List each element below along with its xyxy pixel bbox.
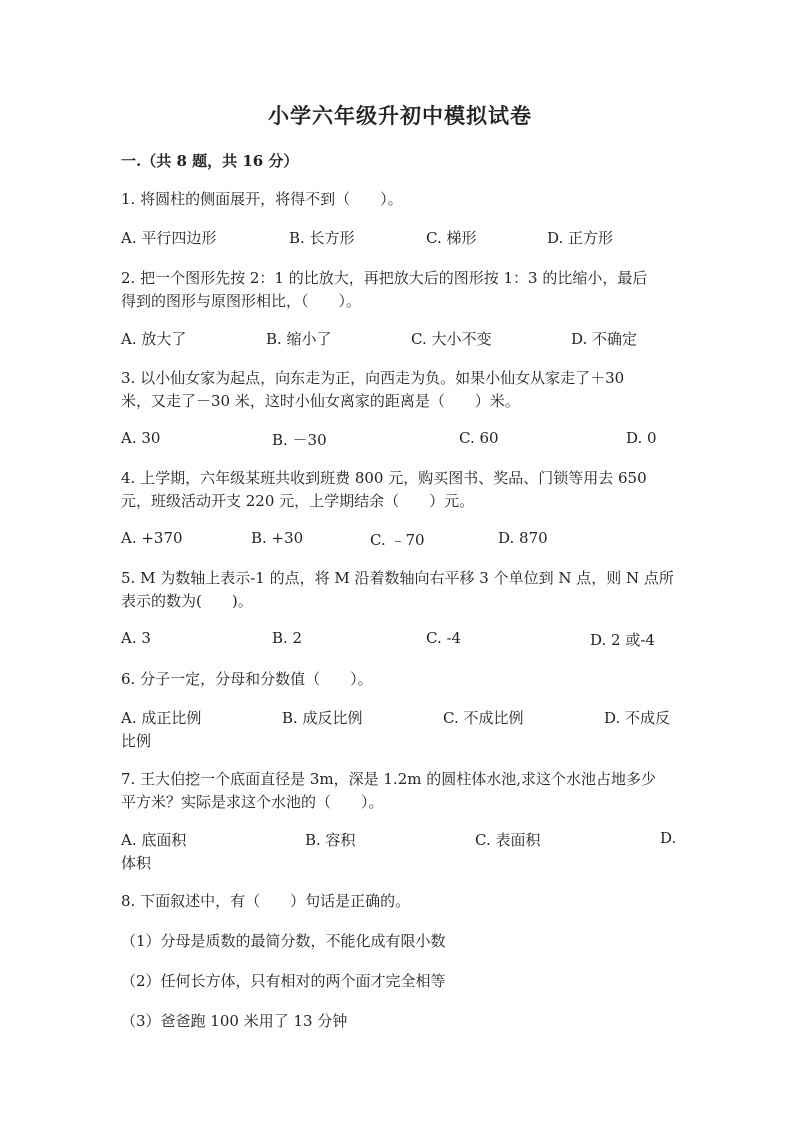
q3-option-d: D. 0 <box>626 429 657 447</box>
q2-option-c: C. 大小不变 <box>411 330 492 348</box>
question-6-stem: 6. 分子一定，分母和分数值（ ）。 <box>121 670 373 688</box>
q6-option-c: C. 不成比例 <box>443 709 524 727</box>
q6-option-d: D. 不成反 <box>604 709 671 727</box>
question-2-line1: 2. 把一个图形先按 2：1 的比放大，再把放大后的图形按 1：3 的比缩小，最后 <box>121 269 648 287</box>
q6-option-d-wrap: 比例 <box>121 732 152 750</box>
q7-option-d: D. <box>660 829 677 847</box>
question-5-line2: 表示的数为( )。 <box>121 592 253 610</box>
page-title: 小学六年级升初中模拟试卷 <box>268 103 532 128</box>
question-4-line1: 4. 上学期，六年级某班共收到班费 800 元，购买图书、奖品、门锁等用去 650 <box>121 469 647 487</box>
q3-option-b: B. －30 <box>272 431 327 449</box>
q5-option-a: A. 3 <box>121 629 151 647</box>
question-7-line2: 平方米？实际是求这个水池的（ ）。 <box>121 793 384 811</box>
q2-option-d: D. 不确定 <box>571 330 638 348</box>
q1-option-c: C. 梯形 <box>426 229 477 247</box>
section-heading: 一.（共 8 题，共 16 分） <box>121 152 299 170</box>
q7-option-b: B. 容积 <box>305 831 356 849</box>
q2-option-b: B. 缩小了 <box>266 330 332 348</box>
question-8-stem: 8. 下面叙述中，有（ ）句话是正确的。 <box>121 892 411 910</box>
q1-option-d: D. 正方形 <box>547 229 614 247</box>
question-3-line2: 米，又走了－30 米，这时小仙女离家的距离是（ ）米。 <box>121 392 520 410</box>
q5-option-c: C. -4 <box>426 629 462 647</box>
question-5-line1: 5. M 为数轴上表示-1 的点，将 M 沿着数轴向右平移 3 个单位到 N 点，则 N 点所 <box>121 569 674 587</box>
q8-statement-2: （2）任何长方体，只有相对的两个面才完全相等 <box>121 972 446 990</box>
q4-option-c: C. ﹣70 <box>370 531 425 549</box>
q2-option-a: A. 放大了 <box>121 330 187 348</box>
q4-option-d: D. 870 <box>498 529 548 547</box>
q7-option-c: C. 表面积 <box>475 831 541 849</box>
question-4-line2: 元，班级活动开支 220 元，上学期结余（ ）元。 <box>121 492 475 510</box>
question-2-line2: 得到的图形与原图形相比，（ ）。 <box>121 292 362 310</box>
question-7-line1: 7. 王大伯挖一个底面直径是 3m，深是 1.2m 的圆柱体水池,求这个水池占地多少 <box>121 770 657 788</box>
q1-option-b: B. 长方形 <box>289 229 355 247</box>
q7-option-d-wrap: 体积 <box>121 854 152 872</box>
q6-option-a: A. 成正比例 <box>121 709 202 727</box>
q3-option-c: C. 60 <box>459 429 499 447</box>
q4-option-a: A. +370 <box>121 529 183 547</box>
q5-option-b: B. 2 <box>272 629 303 647</box>
q3-option-a: A. 30 <box>121 429 161 447</box>
q8-statement-3: （3）爸爸跑 100 米用了 13 分钟 <box>121 1012 348 1030</box>
q1-option-a: A. 平行四边形 <box>121 229 217 247</box>
q7-option-a: A. 底面积 <box>121 831 187 849</box>
q4-option-b: B. +30 <box>251 529 304 547</box>
question-3-line1: 3. 以小仙女家为起点，向东走为正，向西走为负。如果小仙女从家走了＋30 <box>121 369 625 387</box>
q6-option-b: B. 成反比例 <box>282 709 363 727</box>
question-1-stem: 1. 将圆柱的侧面展开，将得不到（ ）。 <box>121 190 403 208</box>
q5-option-d: D. 2 或-4 <box>590 631 655 649</box>
q8-statement-1: （1）分母是质数的最简分数，不能化成有限小数 <box>121 932 446 950</box>
